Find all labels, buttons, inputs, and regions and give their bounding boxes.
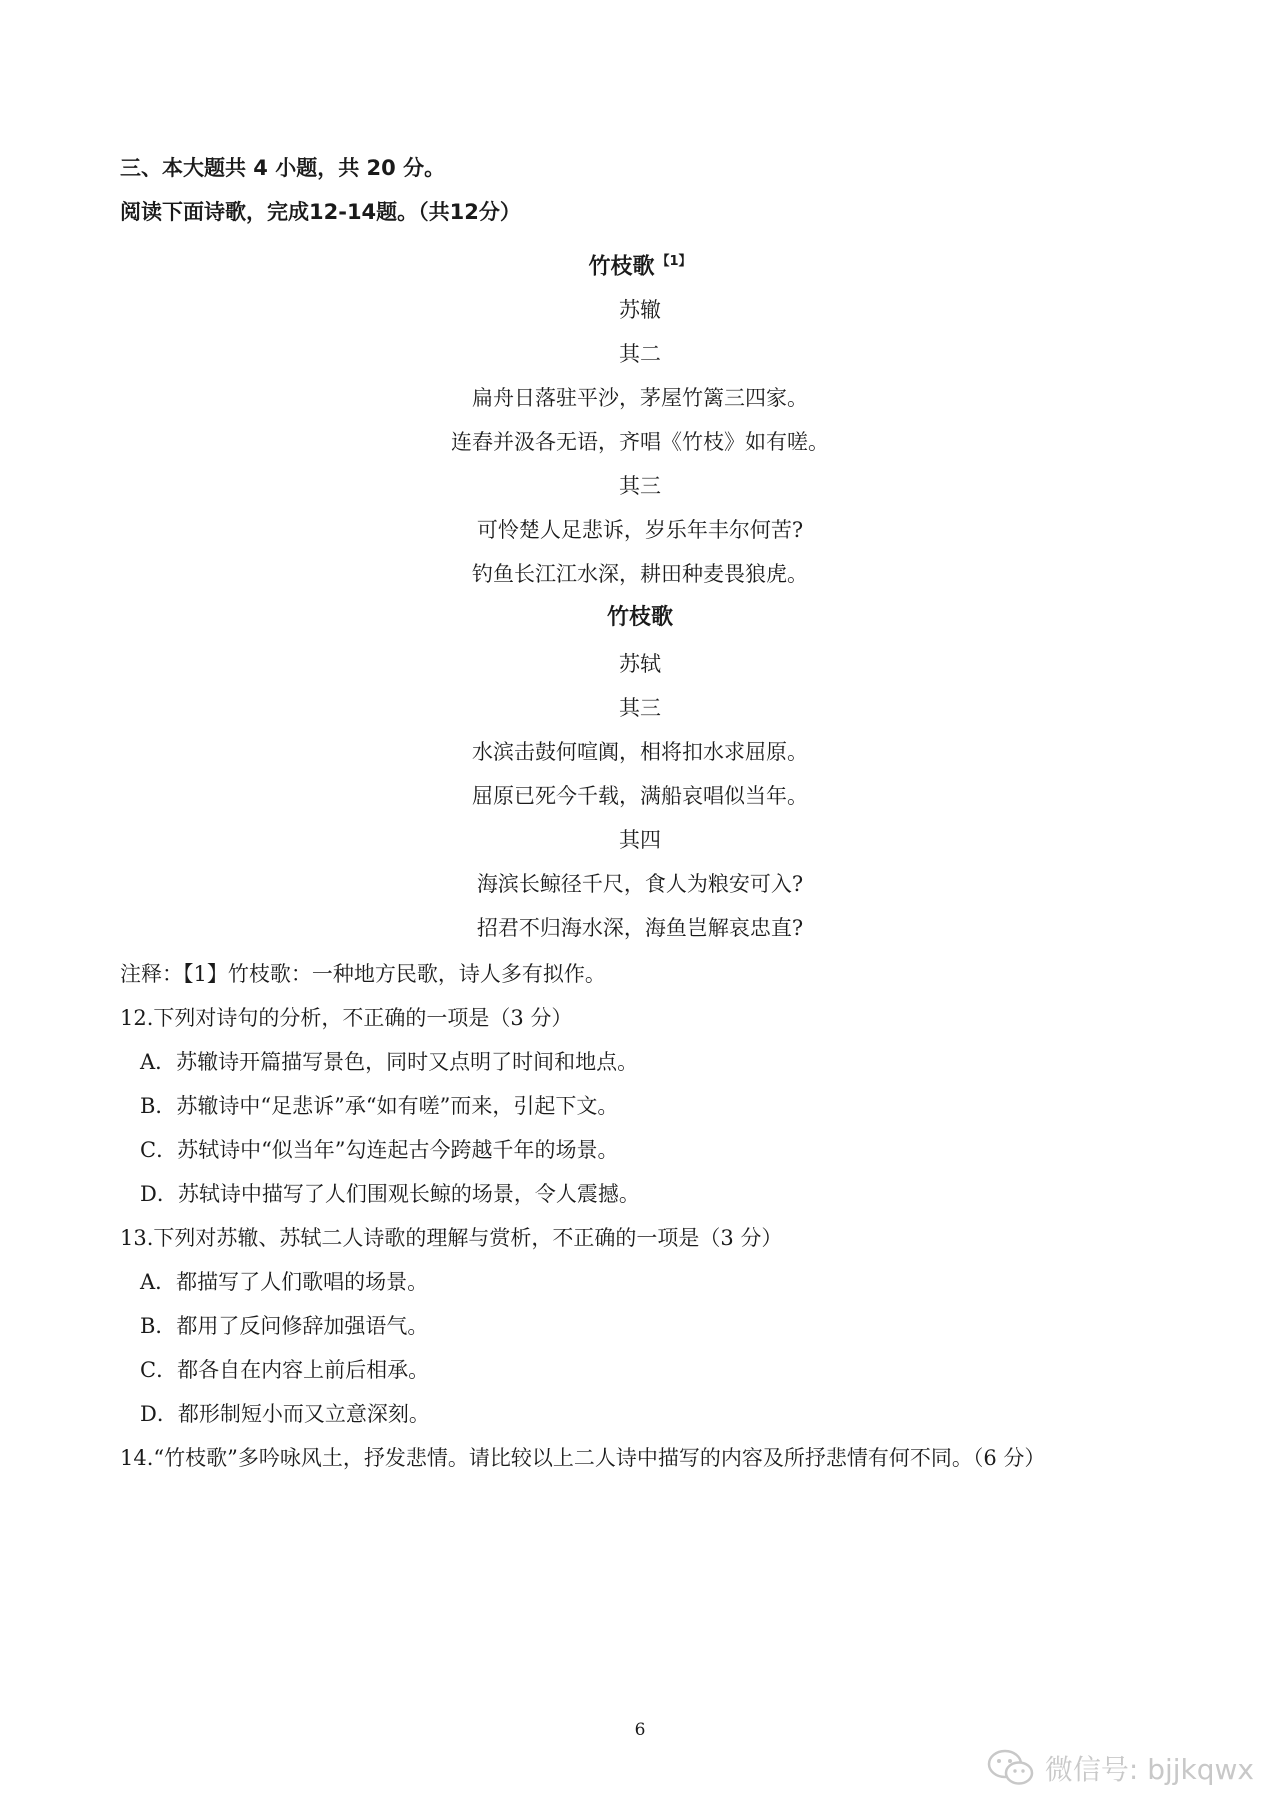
poem1-author: 苏辙 bbox=[619, 298, 661, 322]
poem1-note-mark: 【1】 bbox=[656, 254, 692, 269]
poem-line: 屈原已死今千载，满船哀唱似当年。 bbox=[472, 784, 808, 808]
wechat-icon bbox=[987, 1748, 1035, 1788]
poem2-author: 苏轼 bbox=[619, 652, 661, 676]
section-heading: 三、本大题共 4 小题，共 20 分。 bbox=[120, 156, 446, 180]
poem1-part-label: 其三 bbox=[619, 474, 661, 498]
question-option: D．都形制短小而又立意深刻。 bbox=[140, 1402, 430, 1426]
poem-line: 扁舟日落驻平沙，茅屋竹篱三四家。 bbox=[472, 386, 808, 410]
poem-line: 连舂并汲各无语，齐唱《竹枝》如有嗟。 bbox=[451, 430, 829, 454]
question-option: C．都各自在内容上前后相承。 bbox=[140, 1358, 430, 1382]
poem2-title: 竹枝歌 bbox=[606, 605, 673, 630]
question-stem: 13.下列对苏辙、苏轼二人诗歌的理解与赏析，不正确的一项是（3 分） bbox=[120, 1226, 783, 1250]
section-instruction: 阅读下面诗歌，完成12-14题。（共12分） bbox=[120, 200, 521, 224]
poem-line: 水滨击鼓何喧阗，相将扣水求屈原。 bbox=[472, 740, 808, 764]
question-option: B．都用了反问修辞加强语气。 bbox=[140, 1314, 429, 1338]
poem1-title: 竹枝歌 bbox=[588, 254, 655, 280]
poem2-part-label: 其四 bbox=[619, 828, 661, 852]
question-option: D．苏轼诗中描写了人们围观长鲸的场景，令人震撼。 bbox=[140, 1182, 640, 1206]
watermark bbox=[987, 1748, 1254, 1788]
page-number: 6 bbox=[634, 1720, 646, 1740]
poem1-title-line bbox=[0, 248, 1280, 281]
poem-line: 招君不归海水深，海鱼岂解哀忠直? bbox=[476, 916, 804, 940]
poem-line: 海滨长鲸径千尺，食人为粮安可入? bbox=[476, 872, 804, 896]
poem2-part-label: 其三 bbox=[619, 696, 661, 720]
question-option: A．苏辙诗开篇描写景色，同时又点明了时间和地点。 bbox=[140, 1050, 639, 1074]
poem1-part-label: 其二 bbox=[619, 342, 661, 366]
question-stem: 14.“竹枝歌”多吟咏风土，抒发悲情。请比较以上二人诗中描写的内容及所抒悲情有何不同。（6 分） bbox=[120, 1446, 1046, 1470]
poem-line: 钓鱼长江江水深，耕田种麦畏狼虎。 bbox=[472, 562, 808, 586]
question-option: A．都描写了人们歌唱的场景。 bbox=[140, 1270, 429, 1294]
question-option: B．苏辙诗中“足悲诉”承“如有嗟”而来，引起下文。 bbox=[140, 1094, 619, 1118]
annotation: 注释：【1】竹枝歌：一种地方民歌，诗人多有拟作。 bbox=[120, 962, 606, 986]
question-stem: 12.下列对诗句的分析，不正确的一项是（3 分） bbox=[120, 1006, 573, 1030]
watermark-text: 微信号: bjjkqwx bbox=[1044, 1753, 1254, 1786]
poem-line: 可怜楚人足悲诉，岁乐年丰尔何苦? bbox=[476, 518, 804, 542]
question-option: C．苏轼诗中“似当年”勾连起古今跨越千年的场景。 bbox=[140, 1138, 619, 1162]
